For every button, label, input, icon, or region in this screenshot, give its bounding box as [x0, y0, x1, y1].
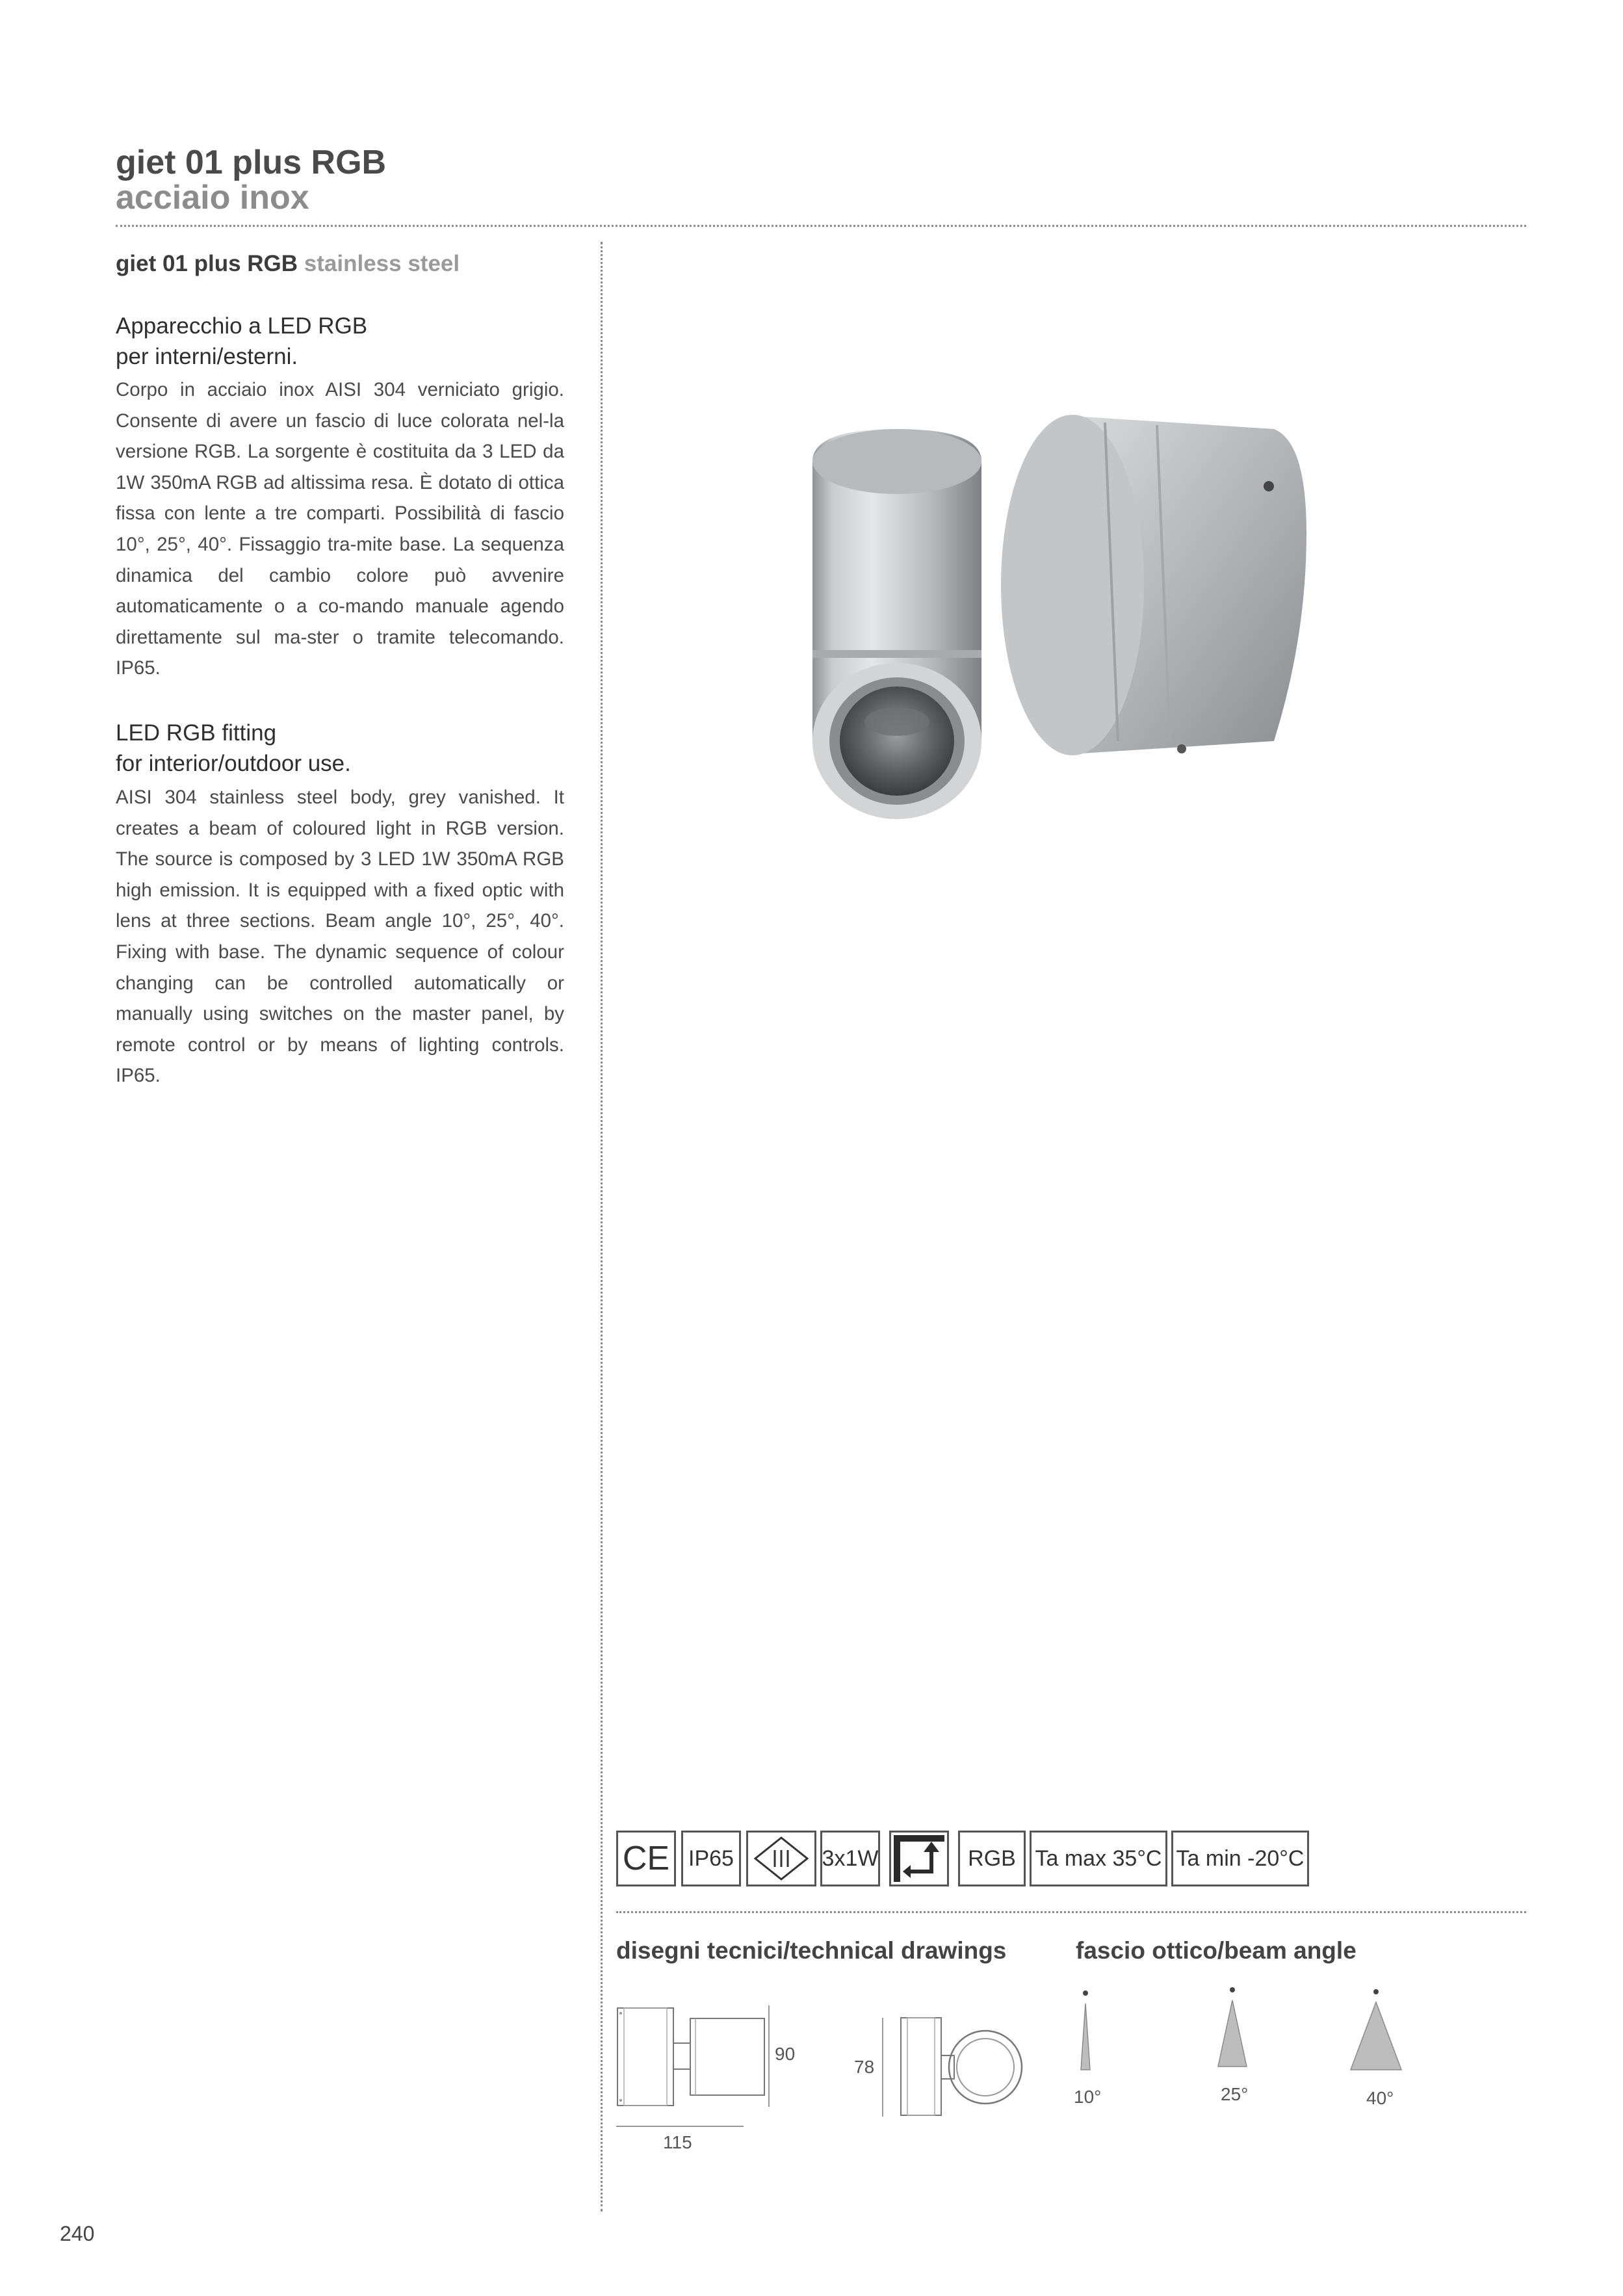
- dimension-diameter: 78: [854, 2057, 875, 2077]
- side-view-drawing: [615, 2005, 771, 2135]
- product-photo: [767, 403, 1326, 884]
- class-iii-badge: [746, 1831, 816, 1886]
- english-lead-line2: for interior/outdoor use.: [116, 751, 351, 776]
- english-lead-line1: LED RGB fitting: [116, 720, 277, 746]
- english-description: AISI 304 stainless steel body, grey vanished. It creates a beam of coloured light in RGB version. The source is composed by 3 LED 1W 350mA RGB high emission. It is equipped with a fixed optic with lens at three sections. Beam angle 10°, 25°, 40°. Fixing with base. The dynamic sequence of colour changing can be controlled automatically or manually using switches on the master panel, by remote control or by means of lighting controls. IP65.: [116, 787, 564, 1087]
- width-dimension-line: [616, 2124, 744, 2130]
- english-lead: [116, 718, 564, 779]
- front-view-drawing: [881, 2015, 1037, 2119]
- beam-label-40: 40°: [1366, 2088, 1394, 2108]
- italian-lead-line1: Apparecchio a LED RGB: [116, 313, 368, 339]
- mount-badge: [889, 1831, 949, 1886]
- ta-min-badge: Ta min -20°C: [1171, 1831, 1309, 1886]
- dimension-height: 90: [775, 2044, 796, 2064]
- height-dimension-line: [767, 2005, 772, 2109]
- badges-divider: [616, 1911, 1526, 1913]
- subheading-material: stainless steel: [304, 251, 460, 276]
- class-iii-diamond-icon: [753, 1836, 809, 1881]
- beam-label-10: 10°: [1074, 2087, 1102, 2107]
- beam-cone-40: [1347, 1988, 1405, 2076]
- ta-max-badge: Ta max 35°C: [1030, 1831, 1167, 1886]
- page-number: 240: [60, 2222, 95, 2245]
- beam-cone-10: [1072, 1989, 1098, 2074]
- subheading-name: giet 01 plus RGB: [116, 251, 298, 276]
- beam-label-25: 25°: [1221, 2084, 1249, 2104]
- beam-heading: fascio ottico/beam angle: [1076, 1937, 1357, 1964]
- ip-rating-badge: IP65: [681, 1831, 741, 1886]
- beam-cone-25: [1213, 1986, 1252, 2074]
- drawings-heading: disegni tecnici/technical drawings: [616, 1937, 1007, 1964]
- column-divider: [601, 242, 603, 2211]
- page-subtitle: acciaio inox: [116, 179, 309, 216]
- power-badge: 3x1W: [820, 1831, 880, 1886]
- rgb-badge: RGB: [958, 1831, 1026, 1886]
- ce-badge: CE: [616, 1831, 676, 1886]
- dimension-width: 115: [663, 2132, 692, 2152]
- wall-mount-icon: [891, 1833, 947, 1885]
- italian-lead: [116, 311, 564, 372]
- product-subheading: [116, 251, 460, 277]
- page-title: giet 01 plus RGB: [116, 144, 387, 181]
- italian-description: Corpo in acciaio inox AISI 304 verniciato grigio. Consente di avere un fascio di luce colorata nel-la versione RGB. La sorgente è costituita da 3 LED da 1W 350mA RGB ad altissima resa. È dotato di ottica fissa con lente a tre comparti. Possibilità di fascio 10°, 25°, 40°. Fissaggio tra-mite base. La sequenza dinamica del cambio colore può avvenire automaticamente o a co-mando manuale agendo direttamente sul ma-ster o tramite telecomando. IP65.: [116, 379, 564, 679]
- italian-lead-line2: per interni/esterni.: [116, 344, 298, 369]
- header-divider: [116, 225, 1526, 227]
